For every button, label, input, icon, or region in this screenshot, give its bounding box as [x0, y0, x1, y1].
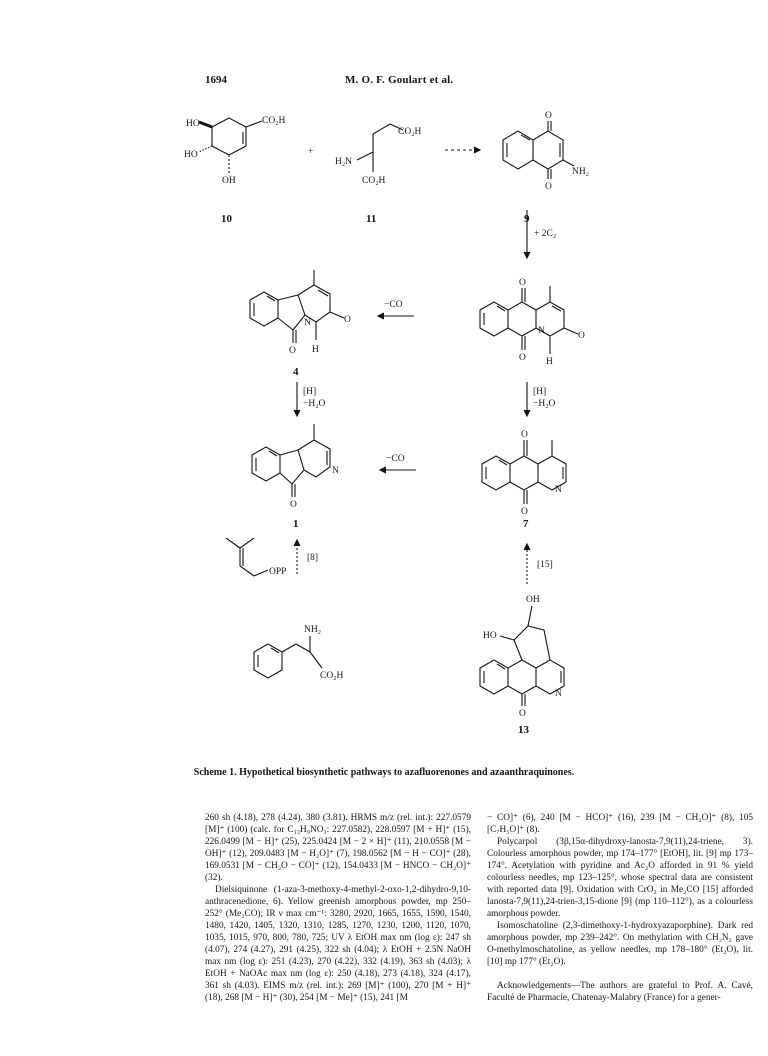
label-two-c2: + 2C₂: [534, 229, 557, 239]
compound-7-structure: [482, 440, 566, 504]
label-minus-water-right: −H₂O: [533, 399, 556, 409]
atom-nh2-9: NH₂: [572, 167, 590, 177]
label-minus-water-left: −H₂O: [303, 399, 326, 409]
label-reduce-left: [H]: [303, 387, 317, 397]
atom-n-1: N: [332, 466, 339, 476]
left-paragraph-2: Dielsiquinone (1-aza-3-methoxy-4-methyl-2-oxo-1,2-dihydro-9,10-anthracenedione, 6). Yellow greenish amorphous powder, mp 250–252° (Me₂CO); IR ν max cm⁻¹: 3280, 2920, 1665, 1655, 1590, 1540, 1480, 1420, 1405, 1320, 1310, 1285, 1270, 1230, 1200, 1120, 1070, 1035, 1015, 970, 800, 780, 725; UV λ EtOH max nm (log ε): 247 sh (4.07), 274 (4.27), 291 (4.25), 322 sh (4.04); λ EtOH + 2.5N NaOH max nm (log ε): 251 (4.23), 270 (4.22), 332 (4.19), 363 sh (4.03); λ EtOH + NaOAc max nm (log ε): 250 (4.18), 273 (4.18), 324 (4.17), 361 sh (4.03). EIMS m/z (rel. int.): 269 [M]⁺ (100), 270 [M + H]⁺ (18), 268 [M − H]⁺ (30), 254 [M − Me]⁺ (15), 241 [M: [205, 885, 471, 1003]
plus-sign: +: [308, 147, 314, 157]
compound-7a-structure: [480, 286, 578, 354]
phenylalanine-structure: [254, 636, 322, 678]
atom-o-4a: O: [344, 315, 351, 325]
compound-number-9: 9: [524, 213, 530, 225]
label-ref-8: [8]: [307, 553, 319, 563]
compound-13-structure: [480, 606, 564, 706]
atom-n-7a: N: [538, 326, 545, 336]
compound-number-7: 7: [523, 518, 529, 530]
atom-o-9a: O: [545, 111, 552, 121]
running-head: M. O. F. Goulart et al.: [345, 74, 454, 86]
label-reduce-right: [H]: [533, 387, 547, 397]
atom-o-7b2: O: [521, 507, 528, 517]
atom-h2n-11: H₂N: [335, 157, 353, 167]
compound-4-structure: [250, 270, 344, 343]
scheme-arrows: [294, 147, 530, 584]
label-ref-15: [15]: [537, 560, 553, 570]
compound-10-structure: [199, 118, 262, 174]
compound-number-11: 11: [366, 213, 377, 225]
left-paragraph-1: 260 sh (4.18), 278 (4.24), 380 (3.81). HRMS m/z (rel. int.): 227.0579 [M]⁺ (100) (calc. for C₁₃H₉NO₃: 227.0582), 228.0597 [M + H]⁺ (15), 226.0499 [M − H]⁺ (25), 225.0424 [M − 2 × H]⁺ (11), 210.0558 [M − OH]⁺ (12), 209.0483 [M − H₂O]⁺ (7), 198.0562 [M − H − CO]⁺ (28), 169.0531 [M − CH₂O − CO]⁺ (12), 154.0433 [M − HNCO − CH₂O]⁺ (32).: [205, 813, 471, 883]
atom-n-7b: N: [555, 485, 562, 495]
atom-h-4: H: [312, 345, 319, 355]
atom-oh-13: OH: [526, 595, 540, 605]
compound-number-4: 4: [293, 366, 299, 378]
compound-number-10: 10: [221, 213, 232, 225]
right-paragraph-1: − CO]⁺ (6), 240 [M − HCO]⁺ (16), 239 [M − CH₂O]⁺ (8), 105 [C₇H₅O]⁺ (8).: [487, 813, 753, 835]
atom-co2h-11b: CO₂H: [362, 176, 386, 186]
right-paragraph-2: Polycarpol (3β,15α-dihydroxy-lanosta-7,9(11),24-triene, 3). Colourless amorphous powder, mp 174–177° [EtOH], lit. [9] mp 173–174°. Acetylation with pyridine and Ac₂O afforded in 91 % yield colourless needles, mp 123–125°, whose spectral data are consistent with reported data [9]. Oxidation with CrO₃ in Me₂CO [15] afforded lanosta-7,9(11),24-trien-3,15-dione [9] (mp 110–112°), as a colourless amorphous powder.: [487, 837, 753, 919]
atom-opp: OPP: [269, 567, 287, 577]
atom-o-9b: O: [545, 182, 552, 192]
right-paragraph-4: Acknowledgements—The authors are grateful to Prof. A. Cavé, Faculté de Pharmacie, Chatenay-Malabry (France) for a gener-: [487, 981, 753, 1003]
atom-ho-13: HO: [483, 631, 497, 641]
atom-h-7a: H: [546, 357, 553, 367]
compound-1-structure: [252, 424, 330, 497]
compound-11-structure: [357, 124, 403, 172]
atom-co2h-phe: CO₂H: [320, 671, 344, 681]
atom-o-13: O: [519, 709, 526, 719]
prenyl-pyrophosphate-structure: [226, 538, 268, 576]
atom-co2h-10: CO₂H: [262, 116, 286, 126]
atom-o-7a2: O: [519, 353, 526, 363]
atom-o-7a3: O: [578, 331, 585, 341]
atom-co2h-11a: CO₂H: [398, 127, 422, 137]
scheme-caption: Scheme 1. Hypothetical biosynthetic pathways to azafluorenones and azaanthraquinones.: [193, 767, 575, 778]
compound-9-structure: [503, 121, 574, 179]
atom-n-4: N: [304, 318, 311, 328]
atom-o-7a1: O: [519, 278, 526, 288]
label-minus-co-bottom: −CO: [386, 454, 405, 464]
right-column: [487, 812, 753, 1004]
atom-ho-10: HO: [186, 119, 200, 129]
atom-o-1: O: [290, 500, 297, 510]
compound-number-13: 13: [518, 724, 529, 736]
label-minus-co-top: −CO: [384, 300, 403, 310]
atom-n-13: N: [555, 689, 562, 699]
atom-ho-10b: HO: [184, 150, 198, 160]
atom-oh-10: OH: [222, 176, 236, 186]
left-column: [205, 812, 471, 1004]
atom-o-7b1: O: [521, 430, 528, 440]
compound-number-1: 1: [293, 518, 299, 530]
atom-o-4b: O: [289, 346, 296, 356]
right-paragraph-3: Isomoschatoline (2,3-dimethoxy-1-hydroxyazaporphine). Dark red amorphous powder, mp 239–242°. On methylation with CH₂N₂ gave O-methylmoschatoline, as yellow needles, mp 178–180° (Et₂O), lit. [10] mp 177° (Et₂O).: [487, 921, 753, 967]
atom-nh2-phe: NH₂: [304, 625, 322, 635]
page-number: 1694: [205, 74, 227, 86]
